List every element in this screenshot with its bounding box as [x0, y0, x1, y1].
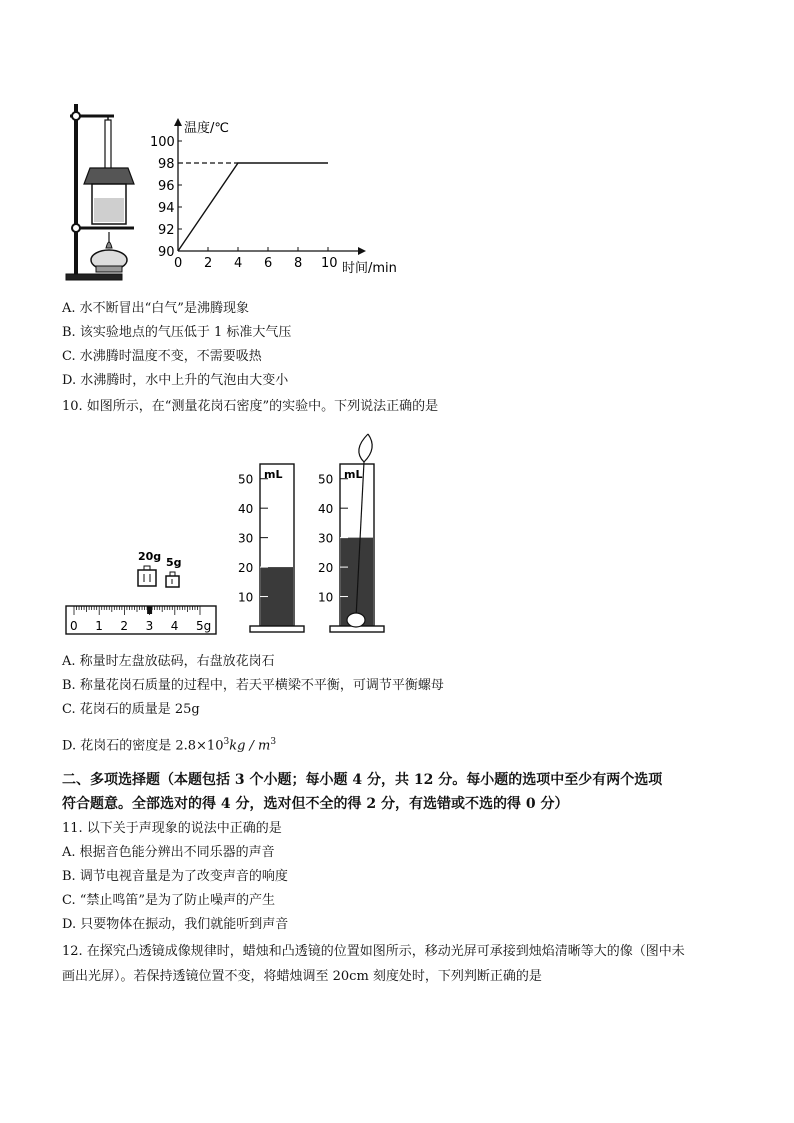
q9-option-c: C. 水沸腾时温度不变，不需要吸热 — [62, 349, 262, 364]
cylinder-unit-label: mL — [344, 468, 363, 481]
ruler-label: 1 — [95, 619, 103, 633]
cylinder-before — [238, 464, 304, 632]
balance-reading-figure — [64, 544, 224, 636]
ruler-label: 5g — [196, 619, 212, 633]
q12-line2: 画出光屏）。若保持透镜位置不变，将蜡烛调至 20cm 刻度处时，下列判断正确的是 — [62, 969, 542, 984]
q10-option-d-unit-exp: 3 — [270, 737, 277, 747]
cylinder-after — [318, 464, 384, 632]
y-tick-label: 92 — [158, 223, 175, 238]
thread-loop — [359, 434, 372, 462]
q10-stem: 10. 如图所示，在“测量花岗石密度”的实验中。下列说法正确的是 — [62, 399, 439, 414]
cylinder-tick-label: 30 — [318, 531, 334, 546]
cylinder-base — [250, 626, 304, 632]
iron-stand-illustration — [66, 104, 134, 280]
q12-line1: 12. 在探究凸透镜成像规律时，蜡烛和凸透镜的位置如图所示，移动光屏可承接到烛焰清晰等大的像（图中未 — [62, 944, 685, 959]
cylinder-unit-label: mL — [264, 468, 283, 481]
cylinder-tick-label: 10 — [318, 590, 334, 605]
q10-option-d-prefix: D. 花岗石的密度是 2.8×10 — [62, 738, 224, 754]
q11-option-a: A. 根据音色能分辨出不同乐器的声音 — [62, 845, 275, 860]
y-tick-label: 100 — [150, 135, 175, 150]
temperature-time-graph — [150, 118, 397, 276]
ruler-label: 0 — [70, 619, 78, 633]
x-tick-label: 10 — [321, 256, 338, 271]
ruler-label: 4 — [170, 619, 179, 633]
cylinder-tick-label: 30 — [238, 531, 254, 546]
graduated-cylinders-figure — [238, 428, 398, 640]
q9-option-b: B. 该实验地点的气压低于 1 标准大气压 — [62, 325, 292, 340]
y-tick-label: 98 — [158, 157, 175, 172]
q11-option-d: D. 只要物体在振动，我们就能听到声音 — [62, 917, 289, 932]
y-axis-arrow — [174, 118, 182, 126]
weight-20g-icon — [138, 566, 156, 586]
ruler-label: 3 — [145, 619, 154, 633]
x-tick-label: 8 — [294, 256, 303, 271]
ruler-body — [66, 606, 216, 634]
q10-option-c: C. 花岗石的质量是 25g — [62, 702, 200, 717]
y-tick-label: 96 — [158, 179, 175, 194]
x-tick-label: 0 — [174, 256, 183, 271]
q10-option-d — [62, 733, 276, 755]
x-tick-label: 6 — [264, 256, 273, 271]
weight-label-5g: 5g — [166, 556, 182, 569]
q11-option-c: C. “禁止鸣笛”是为了防止噪声的产生 — [62, 893, 276, 908]
q10-option-d-exp: 3 — [223, 737, 230, 747]
y-tick-label: 94 — [158, 201, 175, 216]
weight-5g-icon — [166, 572, 179, 587]
ruler-label: 2 — [120, 619, 129, 633]
temperature-curve — [178, 163, 328, 251]
cylinder-tick-label: 10 — [238, 590, 254, 605]
q10-option-d-unit: kg / m — [229, 738, 271, 754]
q11-stem: 11. 以下关于声现象的说法中正确的是 — [62, 821, 282, 836]
cylinder-tick-label: 40 — [318, 502, 334, 517]
cylinder-tick-label: 50 — [318, 472, 334, 487]
y-tick-label: 90 — [158, 245, 175, 260]
q9-option-a: A. 水不断冒出“白气”是沸腾现象 — [62, 301, 249, 316]
cylinder-tick-label: 20 — [238, 561, 254, 576]
section2-header-line1: 二、多项选择题（本题包括 3 个小题；每小题 4 分，共 12 分。每小题的选项中至少有两个选项 — [62, 772, 663, 788]
boiling-experiment-figure — [62, 98, 412, 284]
granite-stone — [347, 613, 365, 627]
q11-option-b: B. 调节电视音量是为了改变声音的响度 — [62, 869, 288, 884]
q10-option-a: A. 称量时左盘放砝码，右盘放花岗石 — [62, 654, 275, 669]
q10-option-b: B. 称量花岗石质量的过程中，若天平横梁不平衡，可调节平衡螺母 — [62, 678, 444, 693]
x-tick-label: 4 — [234, 256, 243, 271]
x-tick-label: 2 — [204, 256, 213, 271]
x-axis-arrow — [358, 247, 366, 255]
weight-label-20g: 20g — [138, 550, 162, 563]
cylinder-tick-label: 40 — [238, 502, 254, 517]
rider-marker — [147, 606, 152, 614]
x-axis-label: 时间/min — [342, 261, 397, 276]
q9-option-d: D. 水沸腾时，水中上升的气泡由大变小 — [62, 373, 289, 388]
cylinder-tick-label: 20 — [318, 561, 334, 576]
section2-header-line2: 符合题意。全部选对的得 4 分，选对但不全的得 2 分，有选错或不选的得 0 分） — [62, 796, 569, 812]
y-axis-label: 温度/℃ — [184, 121, 229, 136]
cylinder-tick-label: 50 — [238, 472, 254, 487]
